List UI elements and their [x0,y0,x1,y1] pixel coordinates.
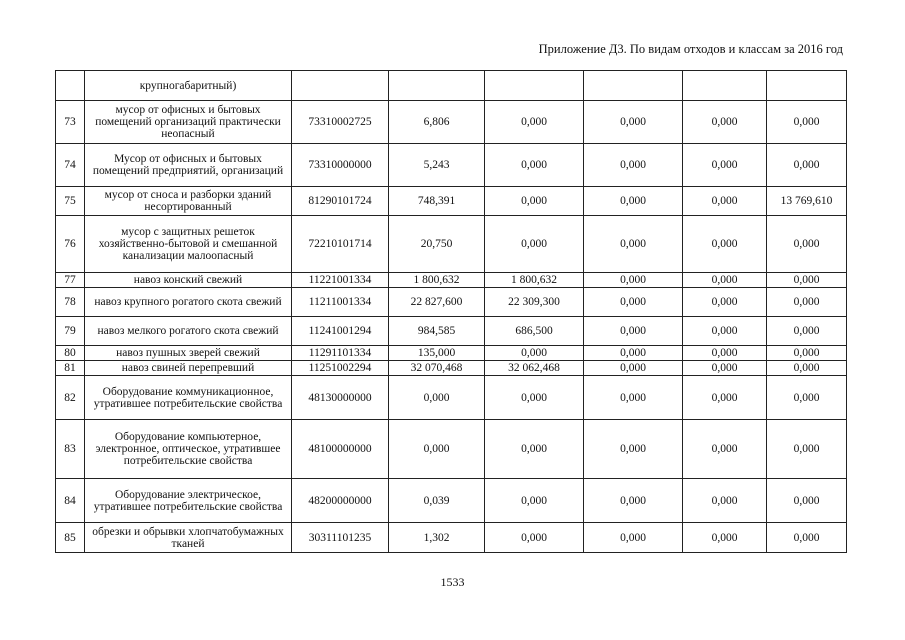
value-col-4: 0,000 [683,376,767,420]
value-col-4: 0,000 [683,144,767,187]
value-col-5: 0,000 [767,101,847,144]
value-col-2: 22 309,300 [485,288,584,317]
value-col-1: 0,039 [389,479,485,523]
value-col-2: 0,000 [485,144,584,187]
waste-code: 11211001334 [292,288,389,317]
value-col-5: 0,000 [767,479,847,523]
value-col-2: 0,000 [485,346,584,361]
value-col-2: 0,000 [485,420,584,479]
value-col-3: 0,000 [584,101,683,144]
value-col-1: 984,585 [389,317,485,346]
value-col-2: 0,000 [485,216,584,273]
waste-code: 72210101714 [292,216,389,273]
value-col-4: 0,000 [683,317,767,346]
value-col-4: 0,000 [683,288,767,317]
table-row [56,523,847,553]
row-number: 83 [56,420,85,479]
waste-name: Оборудование компьютерное, электронное, оптическое, утратившее потребительские свойства [85,420,292,479]
table-row [56,361,847,376]
waste-code: 48130000000 [292,376,389,420]
page-header-title: Приложение Д3. По видам отходов и классам за 2016 год [538,42,843,56]
value-col-4: 0,000 [683,479,767,523]
row-number: 80 [56,346,85,361]
row-number: 85 [56,523,85,553]
value-col-1: 20,750 [389,216,485,273]
waste-name: навоз свиней перепревший [85,361,292,376]
value-col-3: 0,000 [584,317,683,346]
value-col-5: 0,000 [767,288,847,317]
value-col-1: 135,000 [389,346,485,361]
waste-code: 48200000000 [292,479,389,523]
value-col-5: 0,000 [767,346,847,361]
waste-name: крупногабаритный) [85,71,292,101]
value-col-1: 22 827,600 [389,288,485,317]
waste-name: Оборудование коммуникационное, утратившее потребительские свойства [85,376,292,420]
row-number: 75 [56,187,85,216]
value-col-2: 0,000 [485,101,584,144]
value-col-5: 0,000 [767,273,847,288]
value-col-3 [584,71,683,101]
value-col-3: 0,000 [584,361,683,376]
value-col-5: 0,000 [767,523,847,553]
waste-code: 11241001294 [292,317,389,346]
waste-name: мусор от офисных и бытовых помещений организаций практически неопасный [85,101,292,144]
row-number [56,71,85,101]
value-col-3: 0,000 [584,273,683,288]
value-col-5: 0,000 [767,216,847,273]
value-col-1 [389,71,485,101]
value-col-2: 0,000 [485,523,584,553]
value-col-4: 0,000 [683,273,767,288]
value-col-4: 0,000 [683,361,767,376]
waste-name: обрезки и обрывки хлопчатобумажных тканей [85,523,292,553]
waste-code: 11221001334 [292,273,389,288]
waste-name: мусор с защитных решеток хозяйственно-бытовой и смешанной канализации малоопасный [85,216,292,273]
waste-name: мусор от сноса и разборки зданий несортированный [85,187,292,216]
waste-code [292,71,389,101]
table-row [56,346,847,361]
table-row [56,479,847,523]
value-col-1: 5,243 [389,144,485,187]
value-col-5: 0,000 [767,376,847,420]
table-row [56,216,847,273]
row-number: 76 [56,216,85,273]
row-number: 74 [56,144,85,187]
table-row [56,376,847,420]
waste-name: навоз крупного рогатого скота свежий [85,288,292,317]
table-row [56,420,847,479]
value-col-4: 0,000 [683,101,767,144]
row-number: 81 [56,361,85,376]
waste-code: 73310000000 [292,144,389,187]
table-row [56,71,847,101]
value-col-4: 0,000 [683,216,767,273]
value-col-5: 0,000 [767,361,847,376]
waste-code: 48100000000 [292,420,389,479]
value-col-5: 0,000 [767,420,847,479]
row-number: 84 [56,479,85,523]
waste-code: 11291101334 [292,346,389,361]
value-col-5: 0,000 [767,144,847,187]
waste-name: Мусор от офисных и бытовых помещений предприятий, организаций [85,144,292,187]
table-row [56,187,847,216]
waste-code: 11251002294 [292,361,389,376]
table-row [56,273,847,288]
value-col-1: 0,000 [389,376,485,420]
waste-code: 73310002725 [292,101,389,144]
value-col-2: 0,000 [485,376,584,420]
value-col-5 [767,71,847,101]
waste-table [55,70,847,553]
value-col-2: 0,000 [485,187,584,216]
waste-code: 30311101235 [292,523,389,553]
value-col-3: 0,000 [584,144,683,187]
value-col-4: 0,000 [683,420,767,479]
waste-code: 81290101724 [292,187,389,216]
table-row [56,144,847,187]
value-col-1: 32 070,468 [389,361,485,376]
value-col-1: 0,000 [389,420,485,479]
value-col-4: 0,000 [683,523,767,553]
value-col-3: 0,000 [584,479,683,523]
value-col-2: 32 062,468 [485,361,584,376]
value-col-3: 0,000 [584,187,683,216]
value-col-2: 686,500 [485,317,584,346]
value-col-3: 0,000 [584,376,683,420]
waste-name: навоз мелкого рогатого скота свежий [85,317,292,346]
table-row [56,288,847,317]
value-col-4 [683,71,767,101]
row-number: 73 [56,101,85,144]
row-number: 82 [56,376,85,420]
value-col-3: 0,000 [584,523,683,553]
waste-name: навоз пушных зверей свежий [85,346,292,361]
value-col-2: 0,000 [485,479,584,523]
value-col-3: 0,000 [584,216,683,273]
table-row [56,101,847,144]
value-col-3: 0,000 [584,346,683,361]
value-col-4: 0,000 [683,187,767,216]
page-number: 1533 [440,575,465,589]
value-col-3: 0,000 [584,288,683,317]
value-col-2: 1 800,632 [485,273,584,288]
value-col-3: 0,000 [584,420,683,479]
value-col-1: 1,302 [389,523,485,553]
value-col-1: 6,806 [389,101,485,144]
value-col-2 [485,71,584,101]
value-col-1: 1 800,632 [389,273,485,288]
row-number: 79 [56,317,85,346]
row-number: 78 [56,288,85,317]
value-col-4: 0,000 [683,346,767,361]
waste-name: навоз конский свежий [85,273,292,288]
value-col-5: 0,000 [767,317,847,346]
table-row [56,317,847,346]
waste-name: Оборудование электрическое, утратившее потребительские свойства [85,479,292,523]
value-col-5: 13 769,610 [767,187,847,216]
value-col-1: 748,391 [389,187,485,216]
row-number: 77 [56,273,85,288]
